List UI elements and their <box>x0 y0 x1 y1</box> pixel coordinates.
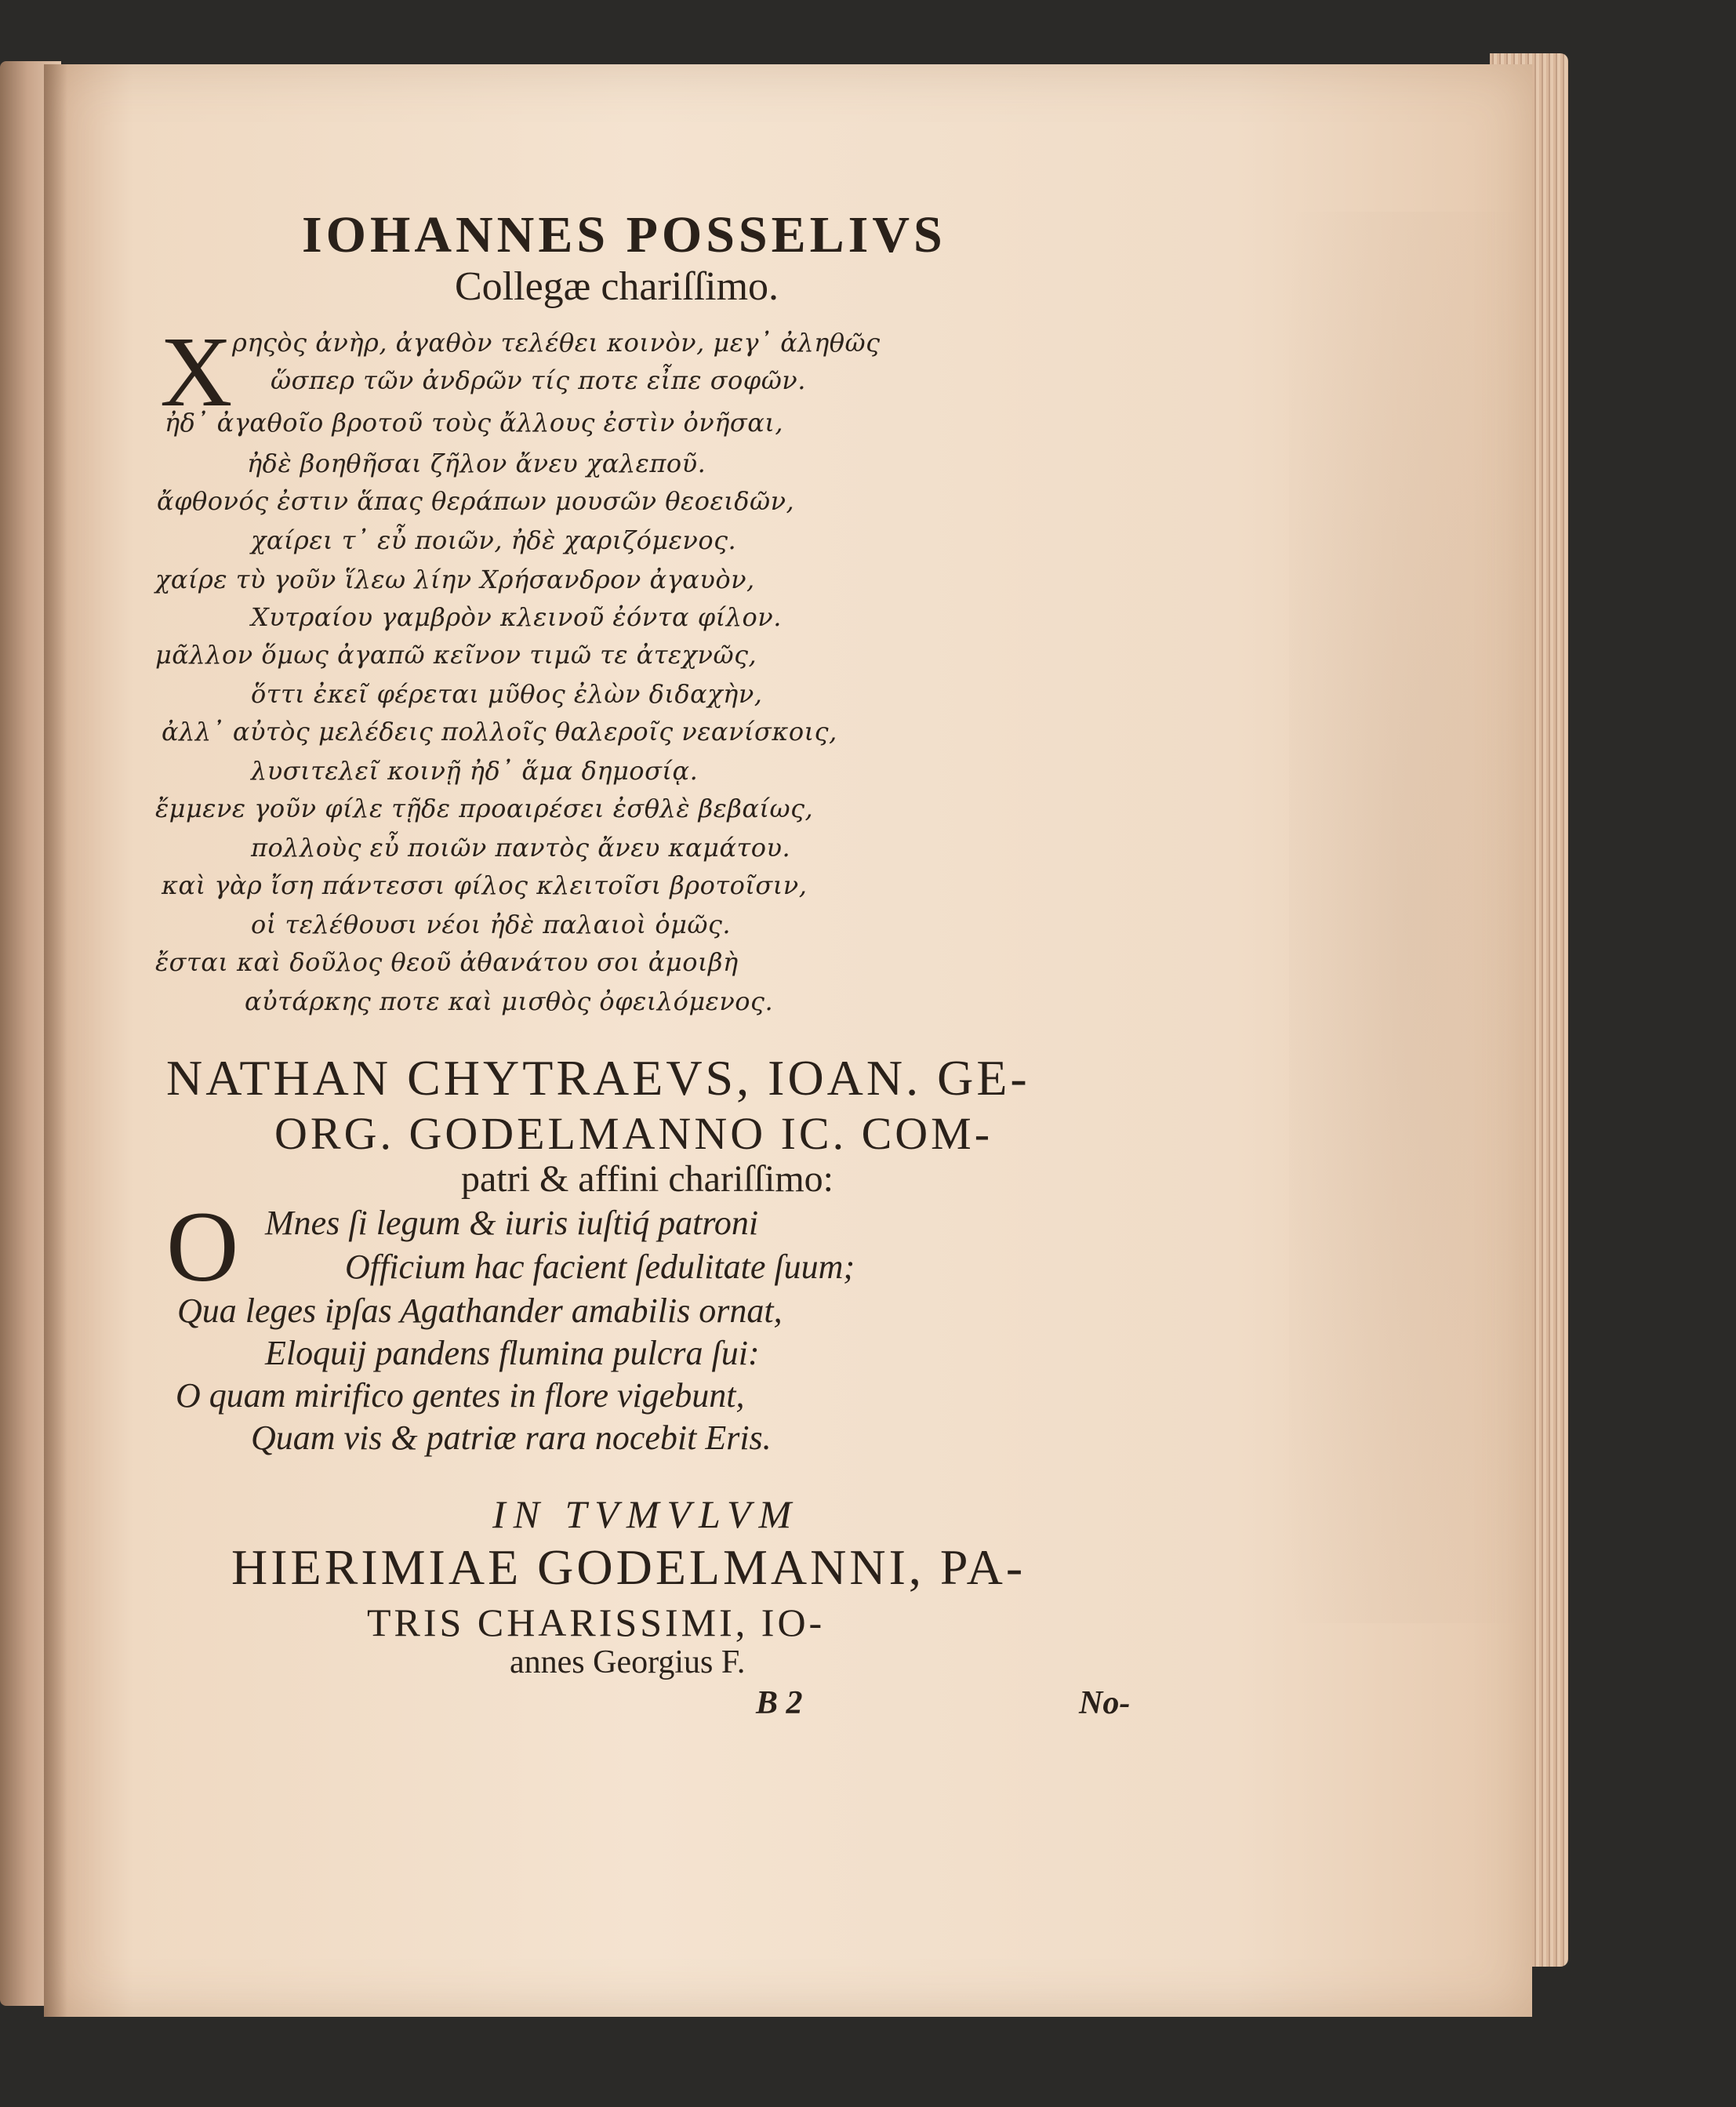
latin-verse-line: Quam vis & patriæ rara nocebit Eris. <box>251 1419 772 1457</box>
section-3-heading-line: HIERIMIAE GODELMANNI, PA- <box>231 1539 1026 1595</box>
greek-verse-line: Χυτραίου γαμβρὸν κλεινοῦ ἐόντα φίλον. <box>251 602 782 632</box>
greek-verse-line: χαίρει τ᾽ εὖ ποιῶν, ἠδὲ χαριζόμενος. <box>251 525 737 555</box>
latin-verse-line: O quam mirifico gentes in flore vigebunt, <box>176 1376 745 1415</box>
greek-verse-line: πολλοὺς εὖ ποιῶν παντὸς ἄνευ καμάτου. <box>251 833 791 863</box>
page-gutter <box>44 64 67 2017</box>
section-1-drop-cap: X <box>160 316 233 427</box>
section-2-drop-cap: O <box>166 1191 239 1302</box>
greek-verse-line: ἠδὲ βοηθῆσαι ζῆλον ἄνευ χαλεποῦ. <box>247 449 706 478</box>
section-2-heading-line: NATHAN CHYTRAEVS, IOAN. GE- <box>166 1050 1030 1106</box>
latin-verse-line: Officium hac facient ſedulitate ſuum; <box>345 1248 855 1286</box>
greek-verse-line: ἀλλ᾽ αὐτὸς μελέδεις πολλοῖς θαλεροῖς νεανίσκοις, <box>162 717 837 747</box>
greek-verse-line: ἠδ᾽ ἀγαθοῖο βροτοῦ τοὺς ἄλλους ἐστὶν ὀνῆσαι, <box>165 408 784 438</box>
signature-mark: B 2 <box>756 1685 803 1721</box>
section-2-heading-line: ORG. GODELMANNO IC. COM- <box>274 1108 993 1159</box>
greek-verse-line: ὥσπερ τῶν ἀνδρῶν τίς ποτε εἶπε σοφῶν. <box>271 365 806 395</box>
section-2-heading-line: patri & affini chariſſimo: <box>461 1158 833 1200</box>
greek-verse-line: ἄφθονός ἐστιν ἅπας θεράπων μουσῶν θεοειδῶν, <box>157 486 795 516</box>
section-3-heading-line: TRIS CHARISSIMI, IO- <box>367 1600 826 1644</box>
latin-verse-line: Mnes ſi legum & iuris iuſtiq́ patroni <box>265 1204 759 1242</box>
greek-verse-line: αὐτάρκης ποτε καὶ μισθὸς ὀφειλόμενος. <box>245 986 774 1016</box>
latin-verse-line: Qua leges ipſas Agathander amabilis ornat, <box>177 1291 783 1330</box>
greek-verse-line: ὅττι ἐκεῖ φέρεται μῦθος ἐλὼν διδαχὴν, <box>251 679 763 709</box>
show-through-shadow <box>1289 212 1524 1623</box>
greek-verse-line: οἱ τελέθουσι νέοι ἠδὲ παλαιοὶ ὁμῶς. <box>251 910 732 939</box>
latin-verse-line: Eloquij pandens flumina pulcra ſui: <box>265 1334 760 1372</box>
greek-verse-line: ἔσται καὶ δοῦλος θεοῦ ἀθανάτου σοι ἀμοιβὴ <box>155 947 739 977</box>
greek-verse-line: χαίρε τὺ γοῦν ἵλεω λίην Χρήσανδρον ἀγαυὸν, <box>155 565 755 594</box>
greek-verse-line: λυσιτελεῖ κοινῇ ἠδ᾽ ἅμα δημοσίᾳ. <box>251 756 699 786</box>
greek-verse-line: καὶ γὰρ ἴση πάντεσσι φίλος κλειτοῖσι βροτοῖσιν, <box>162 870 808 900</box>
greek-verse-line: ρηςὸς ἀνὴρ, ἀγαθὸν τελέθει κοινὸν, μεγ᾽ ἀληθῶς <box>232 328 881 358</box>
greek-verse-line: ἔμμενε γοῦν φίλε τῇδε προαιρέσει ἐσθλὲ βεβαίως, <box>155 794 814 823</box>
greek-verse-line: μᾶλλον ὅμως ἀγαπῶ κεῖνον τιμῶ τε ἀτεχνῶς, <box>155 640 757 670</box>
section-3-heading-line: annes Georgius F. <box>510 1644 746 1680</box>
section-3-caption: IN TVMVLVM <box>492 1492 800 1536</box>
catchword: No- <box>1079 1685 1131 1721</box>
section-1-subheading: Collegæ chariſſimo. <box>455 264 779 309</box>
section-1-heading: IOHANNES POSSELIVS <box>302 206 946 263</box>
